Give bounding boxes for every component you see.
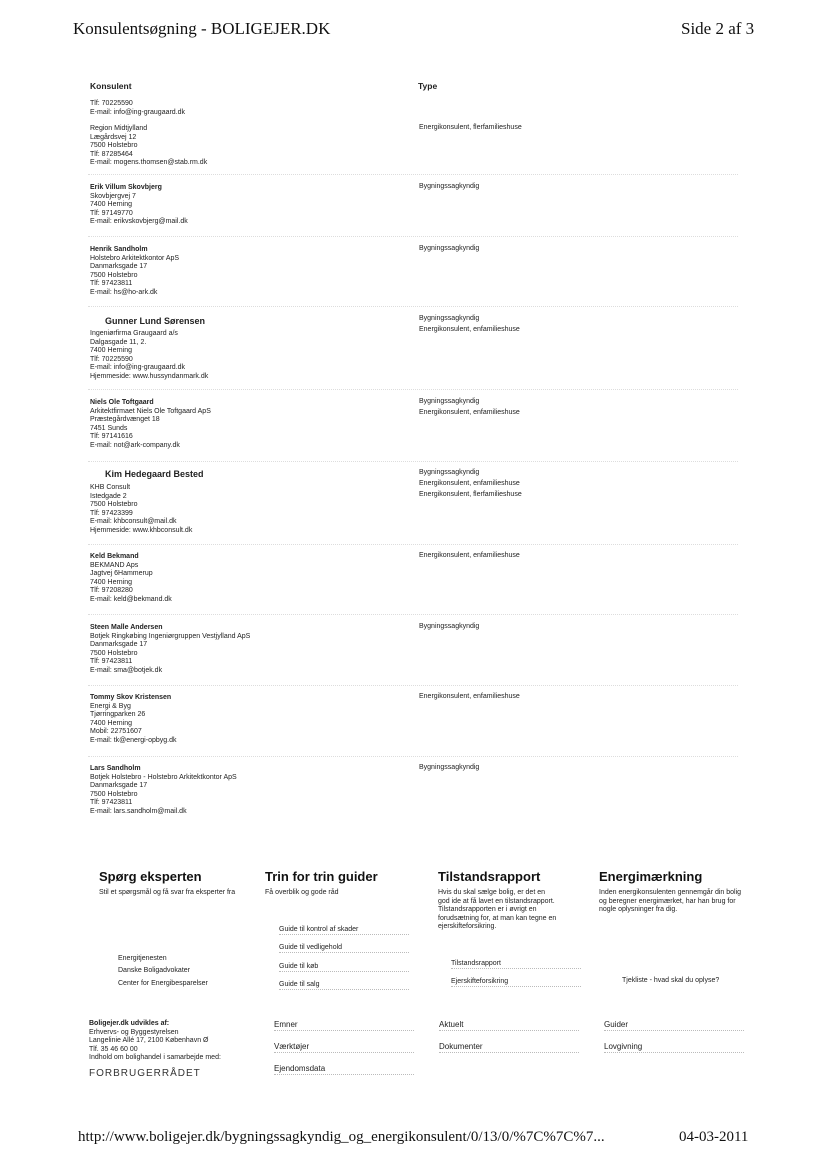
- consultant-entry: Region Midtjylland Lægårdsvej 12 7500 Holstebro Tlf: 87285464 E-mail: mogens.thomsen@stab.rm.dk: [90, 125, 208, 167]
- footer-nav-guides[interactable]: Guider: [604, 1020, 744, 1031]
- website-link[interactable]: Hjemmeside: www.hussyndanmark.dk: [90, 372, 209, 380]
- email-link[interactable]: E-mail: tk@energi-opbyg.dk: [90, 736, 177, 744]
- consultant-entry: Steen Malle Andersen Botjek Ringkøbing Ingeniørgruppen Vestjylland ApS Danmarksgade 17 7500 Holstebro Tlf: 97423811 E-mail: sma@botjek.dk: [90, 624, 251, 674]
- email-link[interactable]: E-mail: not@ark-company.dk: [90, 441, 180, 449]
- row-divider: [88, 756, 738, 757]
- type-list: Bygningssagkyndig Energikonsulent, enfamilieshuse: [419, 398, 520, 416]
- row-divider: [88, 389, 738, 390]
- type-list: Bygningssagkyndig: [419, 245, 480, 252]
- consultant-entry: Niels Ole Toftgaard Arkitektfirmaet Niels Ole Toftgaard ApS Præstegårdvænget 18 7451 Sunds Tlf: 97141616 E-mail: not@ark-company.dk: [90, 399, 211, 449]
- footer-link[interactable]: Tilstandsrapport: [451, 960, 581, 969]
- footer-nav-documents[interactable]: Dokumenter: [439, 1042, 579, 1053]
- type-list: Bygningssagkyndig: [419, 764, 480, 771]
- consultant-entry: Keld Bekmand BEKMAND Aps Jagtvej 6Hammerup 7400 Herning Tlf: 97208280 E-mail: keld@bekmand.dk: [90, 553, 172, 603]
- footer-heading-guides: Trin for trin guider: [265, 869, 378, 884]
- footer-desc: Hvis du skal sælge bolig, er det en god ide at få lavet en tilstandsrapport. Tilstandsrapporten er i øvrigt en forudsætning for, at man kan tegne en ejerskifteforsikring.: [438, 889, 557, 931]
- row-divider: [88, 685, 738, 686]
- email-link[interactable]: E-mail: lars.sandholm@mail.dk: [90, 807, 187, 815]
- email-link[interactable]: E-mail: khbconsult@mail.dk: [90, 518, 177, 526]
- row-divider: [88, 174, 738, 175]
- consultant-entry: Ingeniørfirma Graugaard a/s Dalgasgade 11, 2. 7400 Herning Tlf: 70225590 E-mail: info@ing-graugaard.dk Hjemmeside: www.hussyndanmark.dk: [90, 330, 209, 380]
- footer-nav-news[interactable]: Aktuelt: [439, 1020, 579, 1031]
- footer-nav-legislation[interactable]: Lovgivning: [604, 1042, 744, 1053]
- footer-desc: Inden energikonsulenten gennemgår din bolig og beregner energimærket, har han brug for nogle oplysninger fra dig.: [599, 889, 742, 914]
- row-divider: [88, 614, 738, 615]
- footer-link[interactable]: Guide til vedligehold: [279, 944, 409, 953]
- email-link[interactable]: E-mail: hs@ho-ark.dk: [90, 288, 158, 296]
- forbrugerraadet-logo[interactable]: FORBRUGERRÅDET: [89, 1068, 201, 1079]
- consultant-entry: Tommy Skov Kristensen Energi & Byg Tjørringparken 26 7400 Herning Mobil: 22751607 E-mail: tk@energi-opbyg.dk: [90, 694, 177, 744]
- consultant-entry: Lars Sandholm Botjek Holstebro - Holstebro Arkitektkontor ApS Danmarksgade 17 7500 Holstebro Tlf: 97423811 E-mail: lars.sandholm@mail.dk: [90, 765, 237, 815]
- consultant-name: Tommy Skov Kristensen: [90, 694, 172, 701]
- footer-link[interactable]: Energitjenesten: [118, 955, 167, 962]
- footer-heading-ask-expert: Spørg eksperten: [99, 869, 202, 884]
- footer-link[interactable]: Center for Energibesparelser: [118, 980, 208, 987]
- consultant-name: Keld Bekmand: [90, 553, 139, 560]
- column-header-type: Type: [418, 81, 438, 91]
- footer-heading-energy-label: Energimærkning: [599, 869, 703, 884]
- type-list: Bygningssagkyndig: [419, 183, 480, 190]
- email-link[interactable]: E-mail: info@ing-graugaard.dk: [90, 364, 186, 372]
- page-number: Side 2 af 3: [681, 19, 755, 38]
- footer-heading-condition-report: Tilstandsrapport: [438, 869, 541, 884]
- consultant-name: Niels Ole Toftgaard: [90, 399, 154, 406]
- type-list: Bygningssagkyndig Energikonsulent, enfamilieshuse: [419, 315, 520, 333]
- footer-desc: Få overblik og gode råd: [265, 889, 339, 896]
- consultant-entry: Henrik Sandholm Holstebro Arkitektkontor ApS Danmarksgade 17 7500 Holstebro Tlf: 97423811 E-mail: hs@ho-ark.dk: [90, 246, 180, 296]
- footer-nav-tools[interactable]: Værktøjer: [274, 1042, 414, 1053]
- type-list: Energikonsulent, enfamilieshuse: [419, 552, 520, 559]
- email-link[interactable]: E-mail: keld@bekmand.dk: [90, 595, 172, 603]
- email-link[interactable]: E-mail: mogens.thomsen@stab.rm.dk: [90, 159, 208, 167]
- footer-link[interactable]: Danske Boligadvokater: [118, 967, 190, 974]
- consultant-name: Kim Hedegaard Bested: [105, 469, 204, 479]
- print-url: http://www.boligejer.dk/bygningssagkyndig_og_energikonsulent/0/13/0/%7C%7C%7...: [78, 1129, 605, 1145]
- consultant-entry: Tlf: 70225590 E-mail: info@ing-graugaard.dk: [90, 100, 186, 116]
- row-divider: [88, 461, 738, 462]
- footer-nav-property-data[interactable]: Ejendomsdata: [274, 1064, 414, 1075]
- type-list: Bygningssagkyndig Energikonsulent, enfamilieshuse Energikonsulent, flerfamilieshuse: [419, 469, 522, 498]
- email-link[interactable]: E-mail: sma@botjek.dk: [90, 666, 163, 674]
- email-link[interactable]: E-mail: erikvskovbjerg@mail.dk: [90, 218, 188, 226]
- row-divider: [88, 306, 738, 307]
- footer-link[interactable]: Guide til køb: [279, 963, 409, 972]
- column-header-consultant: Konsulent: [90, 81, 132, 91]
- footer-desc: Stil et spørgsmål og få svar fra eksperter fra: [99, 889, 236, 896]
- footer-nav-topics[interactable]: Emner: [274, 1020, 414, 1031]
- consultant-entry: Erik Villum Skovbjerg Skovbjergvej 7 7400 Herning Tlf: 97149770 E-mail: erikvskovbjerg@mail.dk: [90, 184, 188, 226]
- footer-link[interactable]: Ejerskifteforsikring: [451, 978, 581, 987]
- consultant-entry: KHB Consult Istedgade 2 7500 Holstebro Tlf: 97423399 E-mail: khbconsult@mail.dk Hjemmeside: www.khbconsult.dk: [90, 484, 193, 534]
- consultant-name: Gunner Lund Sørensen: [105, 316, 206, 326]
- website-link[interactable]: Hjemmeside: www.khbconsult.dk: [90, 526, 193, 534]
- consultant-name: Lars Sandholm: [90, 765, 141, 772]
- row-divider: [88, 236, 738, 237]
- page-title: Konsulentsøgning - BOLIGEJER.DK: [73, 19, 331, 38]
- row-divider: [88, 544, 738, 545]
- consultant-name: Erik Villum Skovbjerg: [90, 184, 162, 191]
- type-list: Energikonsulent, enfamilieshuse: [419, 693, 520, 700]
- footer-link[interactable]: Guide til salg: [279, 981, 409, 990]
- footer-link[interactable]: Tjekliste - hvad skal du oplyse?: [622, 977, 720, 984]
- consultant-name: Steen Malle Andersen: [90, 624, 163, 631]
- footer-link[interactable]: Guide til kontrol af skader: [279, 926, 409, 935]
- type-list: Energikonsulent, flerfamilieshuse: [419, 124, 522, 131]
- consultant-name: Henrik Sandholm: [90, 246, 148, 253]
- type-list: Bygningssagkyndig: [419, 623, 480, 630]
- about-block: Boligejer.dk udvikles af: Erhvervs- og Byggestyrelsen Langelinie Allé 17, 2100 København Ø Tlf. 35 46 60 00 Indhold om bolighandel i samarbejde med:: [89, 1020, 221, 1062]
- print-date: 04-03-2011: [679, 1129, 749, 1145]
